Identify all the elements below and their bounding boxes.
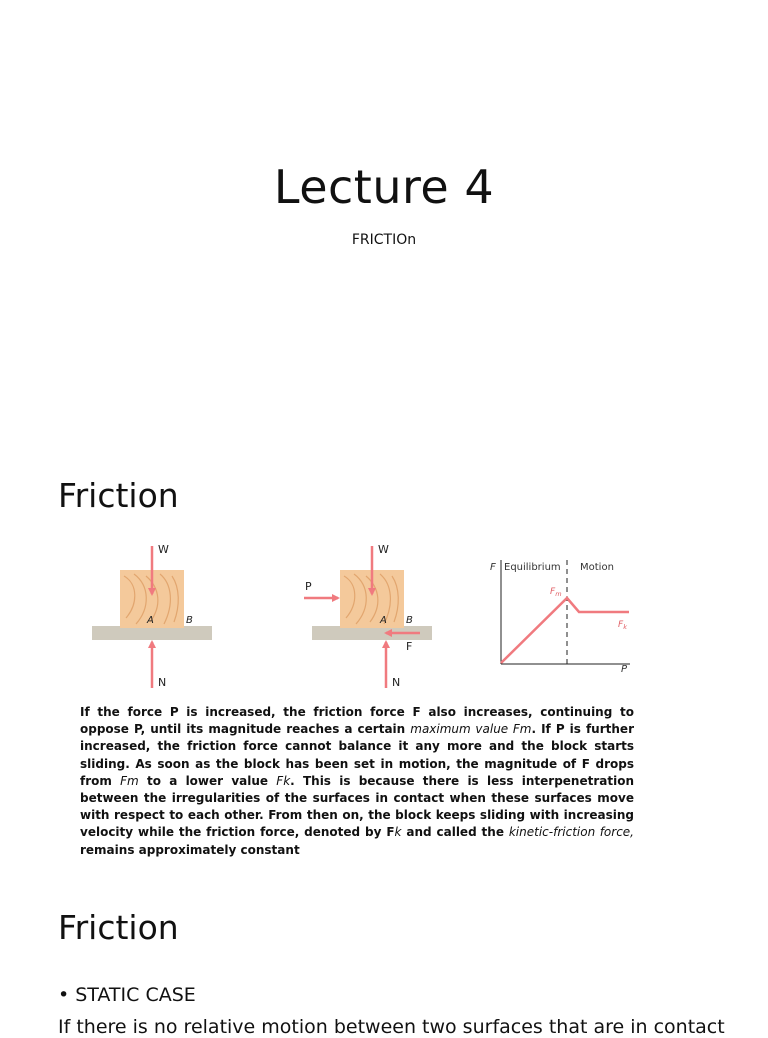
- bullet-item: [58, 984, 196, 1006]
- friction-slide: [0, 440, 768, 880]
- friction-figure-svg: [80, 536, 640, 696]
- body-text-cut: If there is no relative motion between two surfaces that are in contact: [58, 1016, 725, 1038]
- bullet-marker: •: [58, 984, 70, 1006]
- slide-heading: Friction: [58, 476, 179, 515]
- friction-graph: [490, 560, 630, 675]
- bullet-text: STATIC CASE: [75, 984, 196, 1006]
- friction-curve: [501, 598, 629, 663]
- point-b-label: B: [186, 615, 193, 626]
- friction-figure: [80, 536, 640, 696]
- graph-fk-label: $F_k$: [618, 620, 627, 631]
- block-diagram-pushed: [304, 543, 432, 689]
- slide-heading: Friction: [58, 908, 179, 947]
- push-label: P: [305, 580, 312, 593]
- lecture-subtitle: FRICTIOn: [351, 232, 417, 248]
- point-a-label: A: [380, 615, 387, 626]
- weight-label: W: [378, 543, 389, 556]
- graph-x-label: P: [621, 664, 628, 675]
- weight-label: W: [158, 543, 169, 556]
- graph-y-label: F: [490, 562, 496, 573]
- point-a-label: A: [147, 615, 154, 626]
- ground-surface: [92, 626, 212, 640]
- point-b-label: B: [406, 615, 413, 626]
- graph-fm-label: $F_m$: [550, 587, 562, 598]
- friction-static-slide: [0, 880, 768, 1038]
- normal-label: N: [392, 676, 401, 689]
- friction-label: F: [406, 640, 413, 653]
- normal-label: N: [158, 676, 167, 689]
- title-slide: [0, 0, 768, 440]
- graph-region-motion: Motion: [580, 562, 614, 573]
- friction-explanation: If the force P is increased, the friction force F also increases, continuing to oppose P, until its magnitude reaches a certain maximum value Fm. If P is further increased, the friction force cannot balance it any more and the block starts sliding. As soon as the block has been set in motion, the magnitude of F drops from Fm to a lower value Fk. This is because there is less interpenetration between the irregularities of the surfaces in contact when these surfaces move with respect to each other. From then on, the block keeps sliding with increasing velocity while the friction force, denoted by Fk and called the kinetic-friction force, remains approximately constant: [80, 705, 634, 857]
- graph-region-equilibrium: Equilibrium: [504, 562, 561, 573]
- block-diagram-static: [92, 543, 212, 689]
- lecture-title: Lecture 4: [273, 160, 495, 214]
